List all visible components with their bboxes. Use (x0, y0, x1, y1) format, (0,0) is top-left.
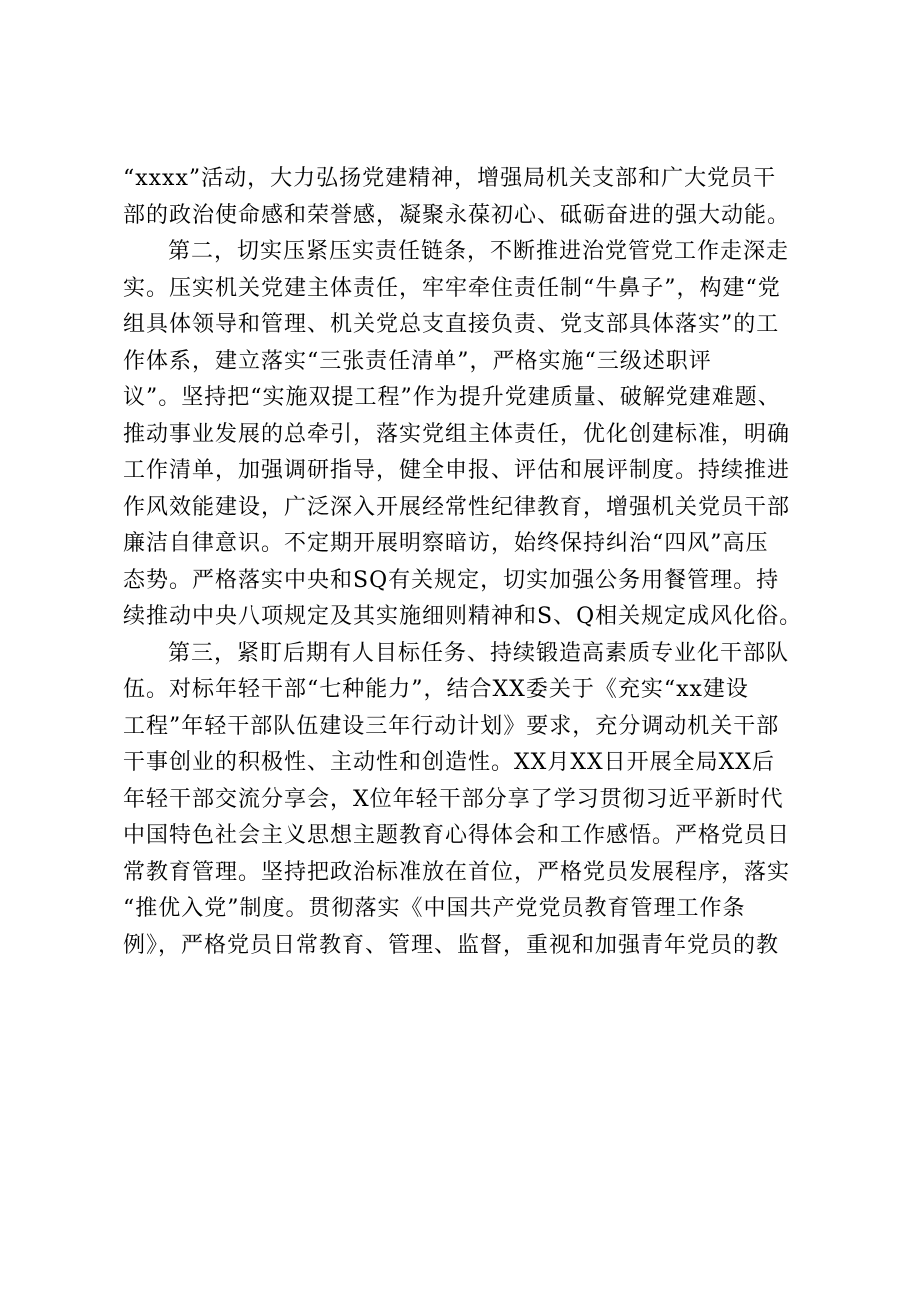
text-line: 年轻干部交流分享会，X位年轻干部分享了学习贯彻习近平新时代 (123, 786, 784, 812)
paragraph-start-line: 第二，切实压紧压实责任链条，不断推进治党管党工作走深走 (168, 239, 790, 264)
text-line: “推优入党”制度。贯彻落实《中国共产党党员教育管理工作条 (123, 896, 746, 921)
text-line: 实。压实机关党建主体责任，牢牢牵住责任制“牛鼻子”，构建“党 (123, 275, 781, 301)
text-line: 例》，严格党员日常教育、管理、监督，重视和加强青年党员的教 (123, 932, 780, 958)
text-line: 推动事业发展的总牵引，落实党组主体责任，优化创建标准，明确 (123, 421, 791, 447)
text-line: 作风效能建设，广泛深入开展经常性纪律教育，增强机关党员干部 (123, 494, 791, 520)
text-line: 工作清单，加强调研指导，健全申报、评估和展评制度。持续推进 (123, 458, 791, 483)
text-line: 态势。严格落实中央和SQ有关规定，切实加强公务用餐管理。持 (123, 567, 780, 593)
text-line: 续推动中央八项规定及其实施细则精神和S、Q相关规定成风化俗。 (123, 604, 803, 629)
text-line: “xxxx”活动，大力弘扬党建精神，增强局机关支部和广大党员干 (123, 166, 777, 191)
text-line: 工程”年轻干部队伍建设三年行动计划》要求，充分调动机关干部 (123, 713, 780, 739)
text-line: 议”。坚持把“实施双提工程”作为提升党建质量、破解党建难题、 (123, 385, 781, 410)
text-line: 组具体领导和管理、机关党总支直接负责、党支部具体落实”的工 (123, 312, 780, 337)
text-line: 廉洁自律意识。不定期开展明察暗访，始终保持纠治“四风”高压 (123, 531, 769, 556)
text-line: 作体系，建立落实“三张责任清单”，严格实施“三级述职评 (123, 348, 712, 374)
text-line: 常教育管理。坚持把政治标准放在首位，严格党员发展程序，落实 (123, 859, 791, 885)
body-text (123, 161, 803, 964)
text-line: 部的政治使命感和荣誉感，凝聚永葆初心、砥砺奋进的强大动能。 (123, 202, 791, 228)
text-line: 中国特色社会主义思想主题教育心得体会和工作感悟。严格党员日 (123, 823, 791, 848)
paragraph-start-line: 第三，紧盯后期有人目标任务、持续锻造高素质专业化干部队 (168, 640, 790, 666)
text-line: 干事创业的积极性、主动性和创造性。XX月XX日开展全局XX后 (123, 750, 775, 775)
text-line: 伍。对标年轻干部“七种能力”，结合XX委关于《充实“xx建设 (123, 677, 749, 702)
